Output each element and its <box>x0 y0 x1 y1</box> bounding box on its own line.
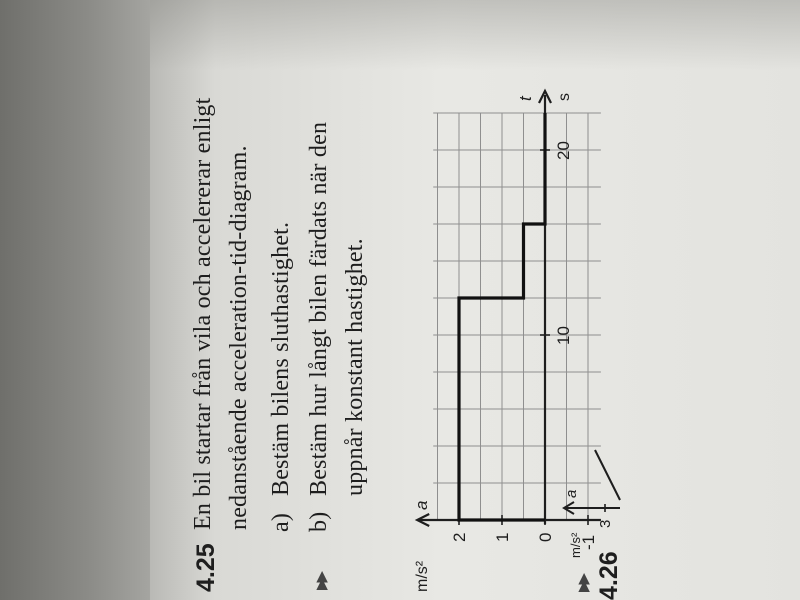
problem-4-26-graph-line <box>595 450 620 500</box>
problem-number-4-26: 4.26 <box>595 551 623 600</box>
part-b-line-2: uppnår konstant hastighet. <box>342 238 368 496</box>
x-tick-label: 10 <box>554 326 573 345</box>
part-a-label: a) <box>268 512 294 532</box>
y-tick-label: 0 <box>536 532 555 542</box>
problem-4-26-tick: 3 <box>597 519 614 528</box>
x-tick-label: 20 <box>554 141 573 160</box>
part-b-label: b) <box>306 511 332 532</box>
problem-4-26-y-symbol: a <box>563 489 580 498</box>
rotated-page-content <box>170 0 623 600</box>
problem-4-26-chart-stub <box>550 440 620 560</box>
y-axis-unit: m/s² <box>414 560 432 592</box>
problem-4-25-line-2: nedanstående acceleration-tid-diagram. <box>226 145 252 530</box>
y-tick-label: 1 <box>493 532 512 542</box>
x-axis-unit: s <box>556 93 573 101</box>
part-a-text: Bestäm bilens sluthastighet. <box>268 221 294 496</box>
binding-gutter <box>0 0 160 600</box>
problem-number-4-25: 4.25 <box>192 543 220 592</box>
difficulty-marker-4-26-icon: ▶▶ <box>576 576 592 592</box>
problem-4-25-line-1: En bil startar från vila och accelererar enligt <box>190 97 216 530</box>
part-b-line-1: Bestäm hur långt bilen färdats när den <box>306 121 332 496</box>
difficulty-marker-icon: ▶▶ <box>314 574 330 590</box>
y-tick-label: -1 <box>579 534 598 550</box>
y-tick-label: 2 <box>450 532 469 542</box>
x-axis-label: t <box>516 96 535 101</box>
y-axis-label: a <box>412 500 432 510</box>
problem-4-26-y-unit: m/s² <box>568 532 583 558</box>
